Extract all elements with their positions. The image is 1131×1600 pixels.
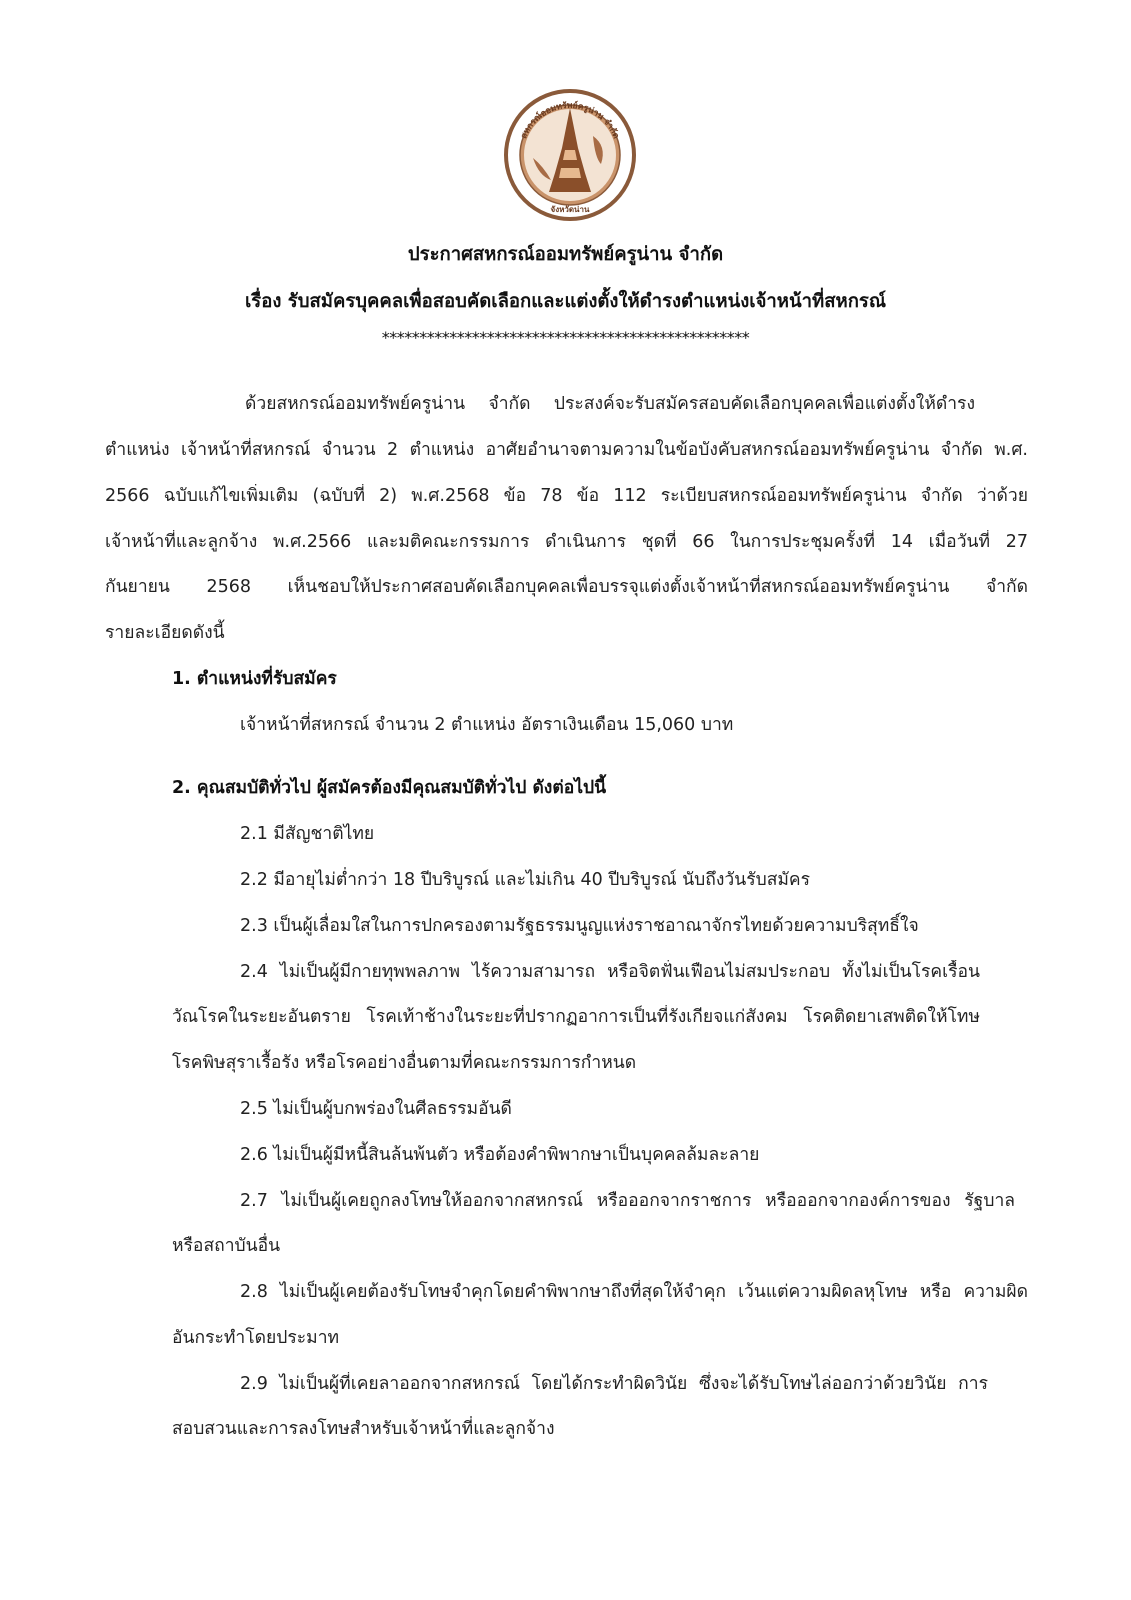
qualification-item: 2.1 มีสัญชาติไทย: [240, 824, 375, 844]
qualification-item-continued: วัณโรคในระยะอันตราย โรคเท้าช้างในระยะที่ปรากฏอาการเป็นที่รังเกียจแก่สังคม โรคติดยาเสพติดให้โทษ: [172, 1007, 980, 1027]
qualification-item-continued: โรคพิษสุราเรื้อรัง หรือโรคอย่างอื่นตามที่คณะกรรมการกำหนด: [172, 1053, 637, 1073]
announcement-subject: เรื่อง รับสมัครบุคคลเพื่อสอบคัดเลือกและแต่งตั้งให้ดำรงตำแหน่งเจ้าหน้าที่สหกรณ์: [244, 291, 887, 312]
qualification-item: 2.9 ไม่เป็นผู้ที่เคยลาออกจากสหกรณ์ โดยได้กระทำผิดวินัย ซึ่งจะได้รับโทษไล่ออกว่าด้วยวินัย การ: [240, 1374, 988, 1394]
intro-line: กันยายน 2568 เห็นชอบให้ประกาศสอบคัดเลือกบุคคลเพื่อบรรจุแต่งตั้งเจ้าหน้าที่สหกรณ์ออมทรัพย์ครูน่าน จำกัด: [105, 577, 1028, 597]
intro-line: ตำแหน่ง เจ้าหน้าที่สหกรณ์ จำนวน 2 ตำแหน่ง อาศัยอำนาจตามความในข้อบังคับสหกรณ์ออมทรัพย์ครูน่าน จำกัด พ.ศ.: [105, 440, 1028, 460]
qualification-item: 2.4 ไม่เป็นผู้มีกายทุพพลภาพ ไร้ความสามารถ หรือจิตฟั่นเฟือนไม่สมประกอบ ทั้งไม่เป็นโรคเรื้อน: [240, 962, 980, 982]
announcement-title: ประกาศสหกรณ์ออมทรัพย์ครูน่าน จำกัด: [407, 244, 724, 265]
logo-ring-text: สหกรณ์ออมทรัพย์ครูน่าน จำกัด: [519, 100, 621, 141]
qualification-item: 2.6 ไม่เป็นผู้มีหนี้สินล้นพ้นตัว หรือต้องคำพิพากษาเป็นบุคคลล้มละลาย: [240, 1145, 760, 1165]
cooperative-logo: [503, 88, 637, 222]
qualification-item-continued: หรือสถาบันอื่น: [172, 1236, 281, 1256]
logo-bottom-text: จังหวัดน่าน: [550, 205, 590, 214]
qualification-item-continued: สอบสวนและการลงโทษสำหรับเจ้าหน้าที่และลูกจ้าง: [172, 1419, 555, 1439]
qualification-item: 2.3 เป็นผู้เลื่อมใสในการปกครองตามรัฐธรรมนูญแห่งราชอาณาจักรไทยด้วยความบริสุทธิ์ใจ: [240, 916, 919, 936]
intro-line: เจ้าหน้าที่และลูกจ้าง พ.ศ.2566 และมติคณะกรรมการ ดำเนินการ ชุดที่ 66 ในการประชุมครั้งที่ 14 เมื่อวันที่ 27: [105, 532, 1028, 552]
section-1-heading: 1. ตำแหน่งที่รับสมัคร: [172, 669, 337, 689]
intro-line: รายละเอียดดังนี้: [105, 623, 225, 643]
section-1-body: เจ้าหน้าที่สหกรณ์ จำนวน 2 ตำแหน่ง อัตราเงินเดือน 15,060 บาท: [240, 715, 734, 735]
section-2-heading: 2. คุณสมบัติทั่วไป ผู้สมัครต้องมีคุณสมบัติทั่วไป ดังต่อไปนี้: [172, 778, 607, 798]
separator-line: *************************************************: [381, 328, 750, 347]
qualification-item: 2.7 ไม่เป็นผู้เคยถูกลงโทษให้ออกจากสหกรณ์ หรือออกจากราชการ หรือออกจากองค์การของ รัฐบาล: [240, 1191, 1015, 1211]
qualification-item-continued: อันกระทำโดยประมาท: [172, 1328, 340, 1348]
qualification-item: 2.5 ไม่เป็นผู้บกพร่องในศีลธรรมอันดี: [240, 1099, 512, 1119]
intro-line: 2566 ฉบับแก้ไขเพิ่มเติม (ฉบับที่ 2) พ.ศ.2568 ข้อ 78 ข้อ 112 ระเบียบสหกรณ์ออมทรัพย์ครูน่าน จำกัด ว่าด้วย: [105, 486, 1028, 506]
intro-line: ด้วยสหกรณ์ออมทรัพย์ครูน่าน จำกัด ประสงค์จะรับสมัครสอบคัดเลือกบุคคลเพื่อแต่งตั้งให้ดำรง: [245, 394, 975, 414]
qualification-item: 2.2 มีอายุไม่ต่ำกว่า 18 ปีบริบูรณ์ และไม่เกิน 40 ปีบริบูรณ์ นับถึงวันรับสมัคร: [240, 870, 811, 890]
qualification-item: 2.8 ไม่เป็นผู้เคยต้องรับโทษจำคุกโดยคำพิพากษาถึงที่สุดให้จำคุก เว้นแต่ความผิดลหุโทษ หรือ ความผิด: [240, 1282, 1028, 1302]
